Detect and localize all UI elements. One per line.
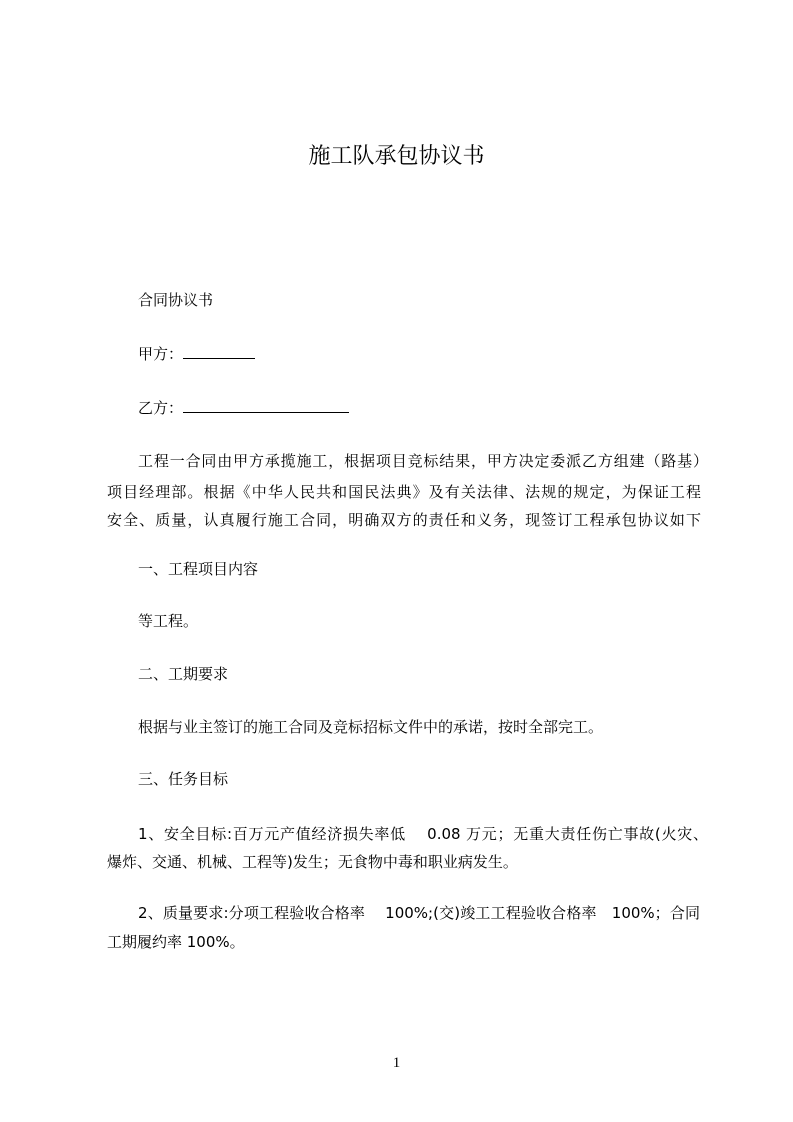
item-1-line-1: 1、安全目标:百万元产值经济损失率低 0.08 万元；无重大责任伤亡事故(火灾、 xyxy=(138,825,708,843)
party-a-blank xyxy=(183,344,255,359)
item-1-line-2: 爆炸、交通、机械、工程等)发生；无食物中毒和职业病发生。 xyxy=(107,853,518,871)
party-b-blank xyxy=(183,398,349,413)
item-2-line-2: 工期履约率 100%。 xyxy=(107,933,245,951)
intro-line-1: 工程一合同由甲方承揽施工，根据项目竞标结果，甲方决定委派乙方组建（路基） xyxy=(138,452,708,470)
document-title: 施工队承包协议书 xyxy=(308,144,485,169)
party-a-line xyxy=(138,344,255,364)
party-b-label: 乙方： xyxy=(138,399,184,417)
section-3-title: 三、任务目标 xyxy=(138,770,229,788)
party-b-line xyxy=(138,398,349,418)
contract-heading: 合同协议书 xyxy=(138,291,214,309)
section-1-body: 等工程。 xyxy=(138,612,199,630)
section-1-title: 一、工程项目内容 xyxy=(138,560,259,578)
party-a-label: 甲方： xyxy=(138,345,184,363)
item-2-line-1: 2、质量要求:分项工程验收合格率 100%;(交)竣工工程验收合格率 100%；合同 xyxy=(138,904,700,922)
page-number: 1 xyxy=(392,1055,401,1071)
section-2-title: 二、工期要求 xyxy=(138,665,229,683)
section-2-body: 根据与业主签订的施工合同及竞标招标文件中的承诺，按时全部完工。 xyxy=(138,718,604,736)
intro-line-2: 项目经理部。根据《中华人民共和国民法典》及有关法律、法规的规定，为保证工程 xyxy=(107,483,701,501)
intro-line-3: 安全、质量，认真履行施工合同，明确双方的责任和义务，现签订工程承包协议如下 xyxy=(107,511,701,529)
